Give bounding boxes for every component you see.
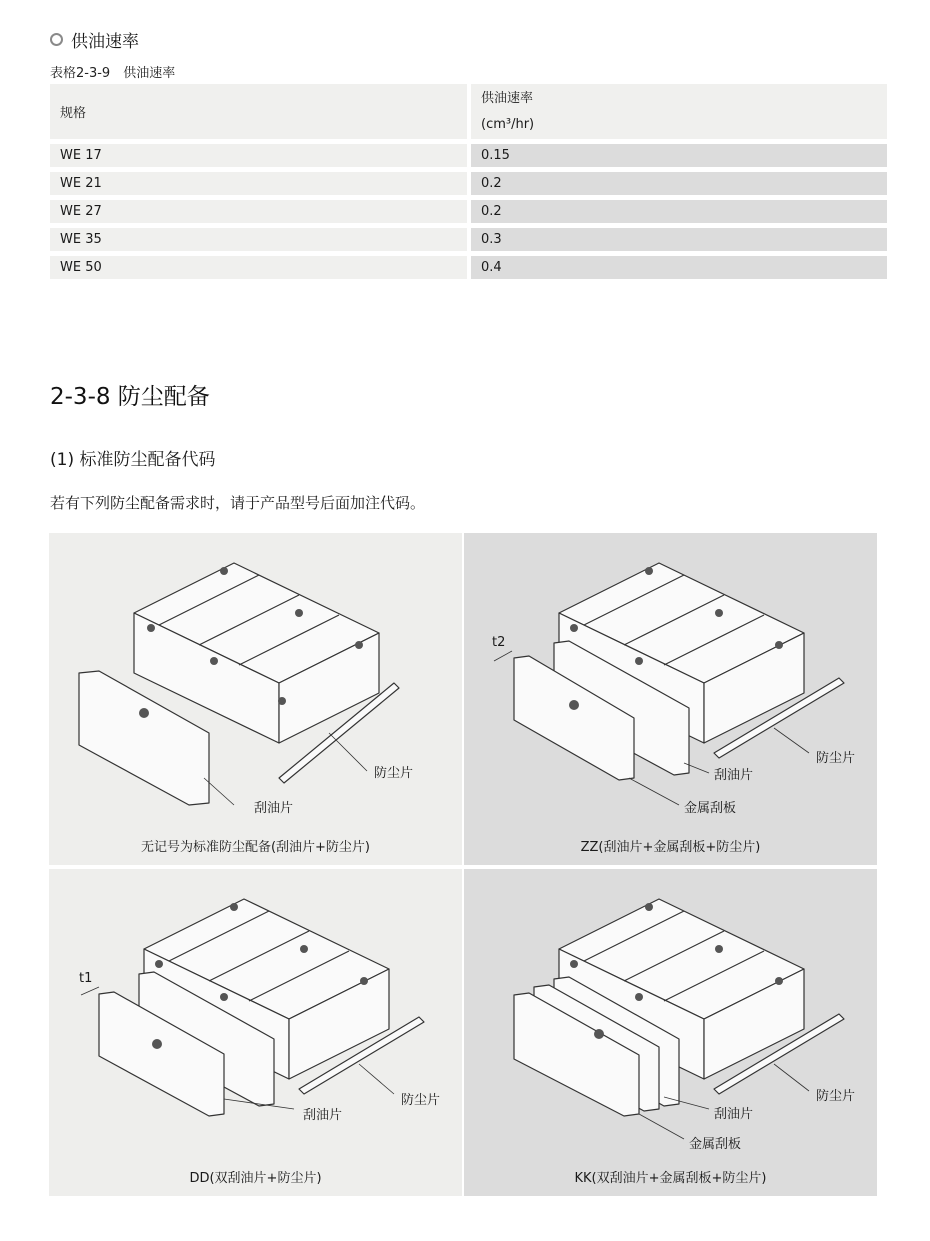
- header-rate: 供油速率 (cm³/hr): [467, 84, 887, 139]
- table-row: [50, 167, 887, 195]
- label-scraper: 刮油片: [303, 1108, 343, 1123]
- label-metal-scraper: 金属刮板: [684, 801, 737, 816]
- table-row: [50, 223, 887, 251]
- cell-spec: WE 35: [50, 223, 467, 251]
- table-row: [50, 139, 887, 167]
- label-scraper: 刮油片: [254, 801, 294, 816]
- panel-zz: [464, 533, 877, 865]
- label-scraper: 刮油片: [714, 1107, 754, 1122]
- block-illustration: [464, 869, 877, 1154]
- section-heading: 2-3-8 防尘配备: [50, 384, 210, 410]
- panel-caption: ZZ(刮油片+金属刮板+防尘片): [580, 840, 761, 855]
- panel-dd: [49, 869, 462, 1196]
- label-thickness-t2: t2: [492, 635, 506, 650]
- cell-rate: 0.2: [467, 167, 887, 195]
- block-illustration: [464, 533, 877, 823]
- panel-kk: [464, 869, 877, 1196]
- circle-bullet-icon: [50, 33, 63, 46]
- cell-spec: WE 27: [50, 195, 467, 223]
- cell-rate: 0.4: [467, 251, 887, 279]
- cell-spec: WE 21: [50, 167, 467, 195]
- cell-rate: 0.3: [467, 223, 887, 251]
- section-title: 供油速率: [71, 32, 139, 52]
- label-dust-seal: 防尘片: [816, 751, 856, 766]
- table-row: [50, 195, 887, 223]
- label-dust-seal: 防尘片: [401, 1093, 441, 1108]
- cell-rate: 0.15: [467, 139, 887, 167]
- panel-caption: KK(双刮油片+金属刮板+防尘片): [574, 1171, 767, 1186]
- oil-rate-table: [50, 84, 887, 279]
- label-dust-seal: 防尘片: [374, 766, 414, 781]
- label-scraper: 刮油片: [714, 768, 754, 783]
- header-spec: 规格: [50, 84, 467, 139]
- cell-spec: WE 50: [50, 251, 467, 279]
- panel-caption: 无记号为标准防尘配备(刮油片+防尘片): [140, 840, 371, 855]
- block-illustration: [49, 869, 462, 1154]
- label-metal-scraper: 金属刮板: [689, 1137, 742, 1152]
- cell-rate: 0.2: [467, 195, 887, 223]
- panel-caption: DD(双刮油片+防尘片): [189, 1171, 322, 1186]
- label-dust-seal: 防尘片: [816, 1089, 856, 1104]
- section-header: [50, 27, 139, 52]
- subsection-heading: (1) 标准防尘配备代码: [50, 450, 216, 470]
- intro-paragraph: 若有下列防尘配备需求时，请于产品型号后面加注代码。: [50, 494, 426, 512]
- label-thickness-t1: t1: [79, 971, 93, 986]
- table-caption: 表格2-3-9 供油速率: [50, 66, 176, 81]
- table-row: [50, 251, 887, 279]
- cell-spec: WE 17: [50, 139, 467, 167]
- panel-standard: [49, 533, 462, 865]
